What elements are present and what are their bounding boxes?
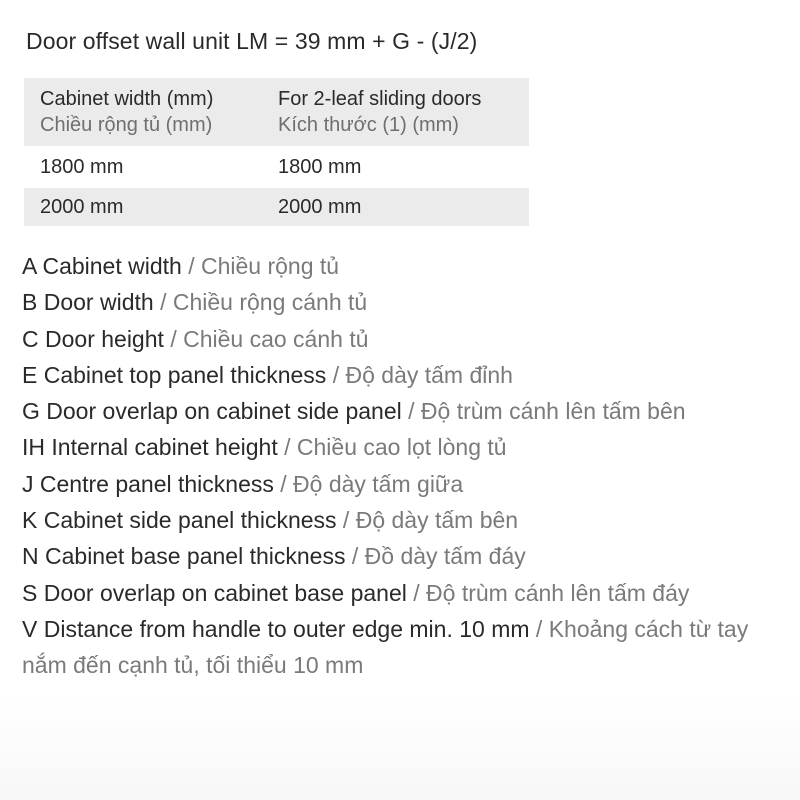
table-cell (278, 188, 529, 226)
legend-item (22, 611, 792, 684)
legend-item (22, 393, 792, 429)
legend-en: IH Internal cabinet height (22, 434, 278, 461)
legend-item (22, 357, 792, 393)
cell-text: 2000 mm (40, 195, 124, 218)
legend-separator: / (351, 543, 359, 570)
header-cabinet-width (24, 78, 278, 146)
legend-separator: / (408, 398, 415, 425)
cell-text: 1800 mm (278, 155, 362, 178)
legend-separator: / (535, 615, 543, 642)
legend-en: E Cabinet top panel thickness (22, 361, 327, 388)
legend-separator: / (160, 289, 167, 316)
legend-separator: / (342, 507, 350, 534)
legend-en: V Distance from handle to outer edge min. 10 mm (22, 615, 530, 642)
table-header-row (24, 78, 529, 146)
legend-vi: Chiều rộng tủ (201, 253, 340, 279)
legend-vi: Khoảng cách từ tay nắm đến cạnh tủ, tối thiểu 10 mm (22, 615, 749, 679)
legend-item (22, 429, 792, 465)
legend-item (22, 248, 792, 284)
dimension-legend (22, 248, 792, 684)
legend-vi: Độ dày tấm giữa (293, 470, 464, 497)
header-cabinet-width-vi: Chiều rộng tủ (mm) (40, 114, 213, 136)
formula-text: Door offset wall unit LM = 39 mm + G - (J/2) (26, 28, 478, 54)
legend-en: C Door height (22, 325, 164, 352)
table-row (24, 146, 529, 188)
table-row (24, 188, 529, 226)
legend-item (22, 466, 792, 502)
legend-item (22, 284, 792, 320)
header-sliding-doors (278, 78, 529, 146)
table-cell (24, 146, 278, 188)
legend-separator: / (170, 325, 177, 352)
header-cabinet-width-en: Cabinet width (mm) (40, 88, 214, 110)
header-sliding-doors-en: For 2-leaf sliding doors (278, 88, 482, 110)
legend-separator: / (332, 361, 340, 388)
legend-item (22, 575, 792, 611)
legend-vi: Đồ dày tấm đáy (364, 543, 526, 570)
legend-en: S Door overlap on cabinet base panel (22, 579, 407, 606)
legend-vi: Chiều cao cánh tủ (183, 325, 369, 352)
legend-en: K Cabinet side panel thickness (22, 507, 337, 534)
legend-item (22, 538, 792, 574)
legend-separator: / (280, 470, 287, 497)
legend-vi: Độ trùm cánh lên tấm bên (420, 398, 686, 425)
legend-vi: Độ dày tấm đỉnh (345, 361, 513, 388)
cell-text: 2000 mm (278, 195, 362, 218)
bottom-fade (0, 690, 800, 800)
legend-en: N Cabinet base panel thickness (22, 543, 346, 570)
cabinet-size-table (24, 78, 529, 226)
legend-separator: / (413, 579, 420, 606)
table-cell (24, 188, 278, 226)
legend-separator: / (188, 253, 195, 279)
cell-text: 1800 mm (40, 155, 124, 178)
header-sliding-doors-vi: Kích thước (1) (mm) (278, 114, 459, 136)
legend-vi: Chiều rộng cánh tủ (172, 289, 368, 316)
legend-en: J Centre panel thickness (22, 470, 274, 497)
legend-en: G Door overlap on cabinet side panel (22, 398, 402, 425)
legend-vi: Chiều cao lọt lòng tủ (296, 434, 507, 461)
legend-vi: Độ dày tấm bên (355, 507, 519, 534)
table-cell (278, 146, 529, 188)
legend-en: B Door width (22, 289, 154, 316)
legend-en: A Cabinet width (22, 253, 182, 279)
legend-item (22, 502, 792, 538)
legend-vi: Độ trùm cánh lên tấm đáy (426, 579, 690, 606)
legend-item (22, 321, 792, 357)
legend-separator: / (284, 434, 291, 461)
